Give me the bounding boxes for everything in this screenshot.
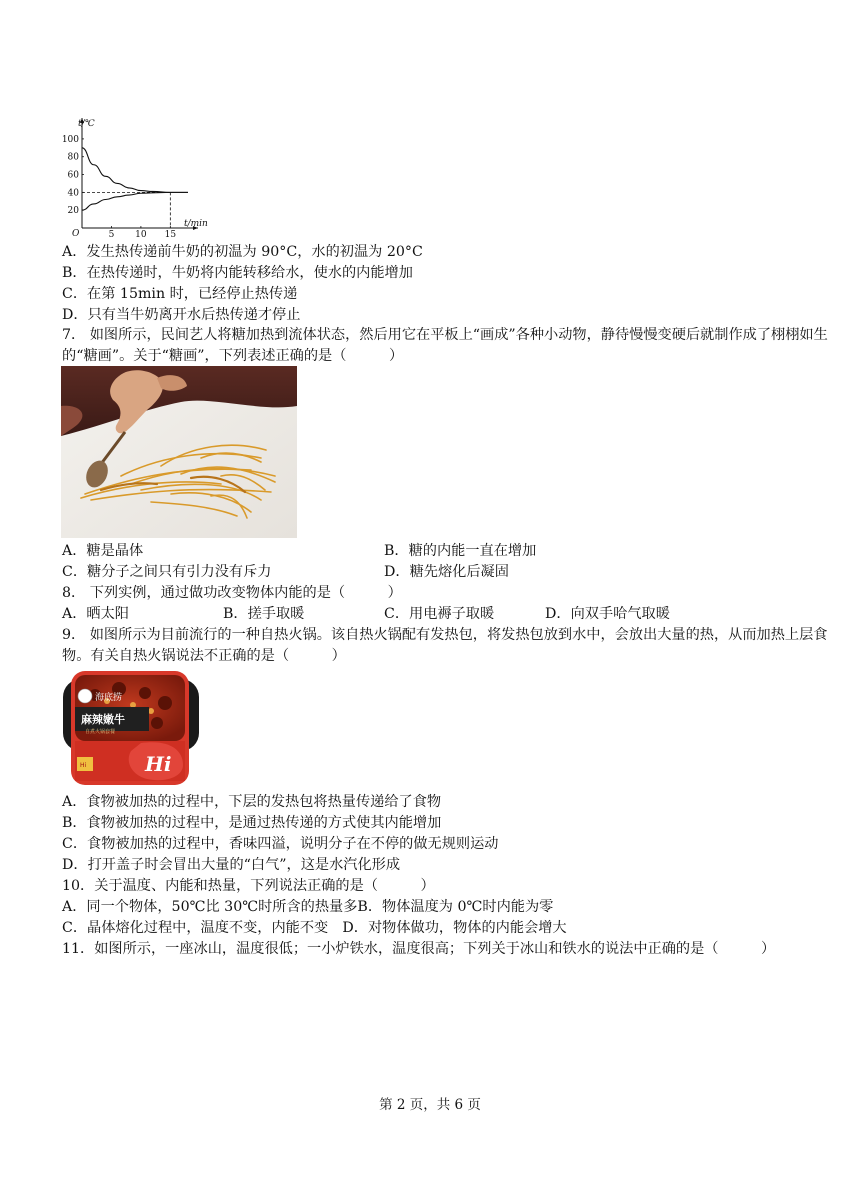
q6-option-b: B．在热传递时，牛奶将内能转移给水，使水的内能增加	[62, 265, 413, 281]
q8-option-a: A．晒太阳	[62, 606, 129, 622]
page-footer: 第 2 页，共 6 页	[379, 1097, 481, 1113]
q8-option-c: C．用电褥子取暖	[384, 606, 495, 622]
origin-label: O	[72, 229, 80, 239]
hotpot-product-text: 麻辣嫩牛	[81, 713, 125, 726]
q7-option-c: C．糖分子之间只有引力没有斥力	[62, 564, 272, 580]
x-axis-label: t/min	[184, 219, 208, 229]
x-tick-label: 5	[108, 230, 115, 240]
q7-option-a: A．糖是晶体	[62, 543, 144, 559]
q7-option-d: D．糖先熔化后凝固	[384, 564, 509, 580]
milk-temperature-curve	[82, 148, 188, 193]
q9-option-a: A．食物被加热的过程中，下层的发热包将热量传递给了食物	[62, 794, 442, 810]
y-tick-label: 80	[67, 152, 79, 163]
hotpot-badge-text: Hi	[80, 762, 87, 769]
q7-stem: 7． 如图所示，民间艺人将糖加热到流体状态，然后用它在平板上“画成”各种小动物，静待慢慢变硬后就制作成了栩栩如生的“糖画”。关于“糖画”，下列表述正确的是（ ）	[62, 327, 828, 364]
x-tick-label: 15	[164, 230, 177, 240]
y-tick-label: 40	[67, 188, 79, 199]
q8-stem: 8． 下列实例，通过做功改变物体内能的是（ ）	[62, 585, 402, 601]
hotpot-logo-text: Hi	[145, 752, 172, 776]
q8-option-b: B．搓手取暖	[223, 606, 305, 622]
q7-option-b: B．糖的内能一直在增加	[384, 543, 537, 559]
hotpot-brand-text: 海底捞	[95, 693, 123, 703]
q8-option-d: D．向双手哈气取暖	[545, 606, 670, 622]
q6-option-a: A．发生热传递前牛奶的初温为 90°C，水的初温为 20°C	[62, 244, 423, 260]
y-tick-label: 20	[67, 206, 79, 217]
y-axis-label: t/℃	[78, 119, 95, 129]
y-tick-label: 100	[61, 134, 79, 145]
q9-option-d: D．打开盖子时会冒出大量的“白气”，这是水汽化形成	[62, 857, 401, 873]
q9-stem: 9． 如图所示为目前流行的一种自热火锅。该自热火锅配有发热包，将发热包放到水中，会放出大量的热，从而加热上层食物。有关自热火锅说法不正确的是（ ）	[62, 627, 828, 664]
temperature-time-chart	[60, 112, 210, 240]
q9-option-b: B．食物被加热的过程中，是通过热传递的方式使其内能增加	[62, 815, 442, 831]
y-tick-label: 60	[67, 170, 79, 181]
q9-option-c: C．食物被加热的过程中，香味四溢，说明分子在不停的做无规则运动	[62, 836, 499, 852]
q11-stem: 11．如图所示，一座冰山，温度很低；一小炉铁水，温度很高；下列关于冰山和铁水的说法中正确的是（ ）	[62, 941, 776, 957]
self-heating-hotpot-photo	[61, 665, 201, 789]
water-temperature-curve	[82, 192, 188, 210]
q10-stem: 10．关于温度、内能和热量，下列说法正确的是（ ）	[62, 878, 435, 894]
q6-option-c: C．在第 15min 时，已经停止热传递	[62, 286, 298, 302]
hotpot-subtitle-text: 自煮火锅套餐	[85, 729, 116, 735]
q10-options-row-2: C．晶体熔化过程中，温度不变，内能不变 D．对物体做功，物体的内能会增大	[62, 920, 567, 936]
sugar-painting-photo	[61, 366, 297, 538]
q10-options-row-1: A．同一个物体，50℃比 30℃时所含的热量多B．物体温度为 0℃时内能为零	[62, 899, 554, 915]
x-tick-label: 10	[135, 230, 147, 240]
q6-option-d: D．只有当牛奶离开水后热传递才停止	[62, 307, 301, 323]
